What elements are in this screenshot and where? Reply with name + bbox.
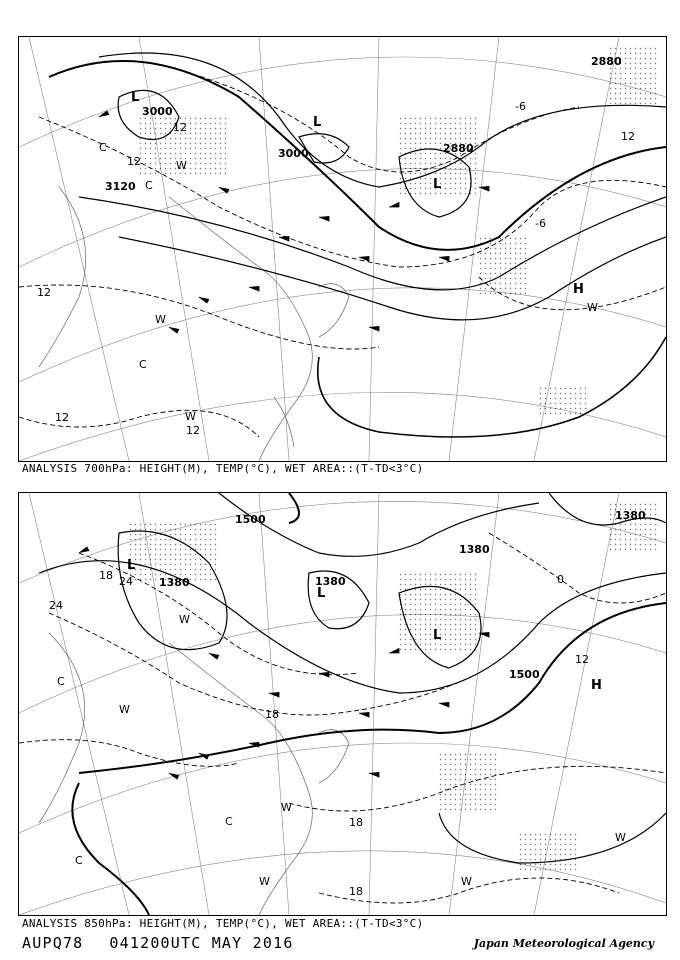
temp-label: 24: [119, 575, 133, 588]
warm-marker: W: [179, 613, 190, 626]
temp-label: 12: [55, 411, 69, 424]
height-label: 3000: [142, 105, 173, 118]
low-marker: L: [131, 90, 140, 105]
temp-label: 12: [127, 155, 141, 168]
warm-marker: W: [615, 831, 626, 844]
temp-label: 12: [37, 286, 51, 299]
height-label: 1500: [235, 513, 266, 526]
low-marker: L: [433, 628, 442, 643]
cold-marker: C: [75, 854, 83, 867]
warm-marker: W: [176, 159, 187, 172]
height-label: 1380: [315, 575, 346, 588]
temp-label: -6: [515, 100, 526, 113]
map-850hpa-chart: [19, 493, 666, 915]
warm-marker: W: [587, 301, 598, 314]
high-marker: H: [573, 282, 584, 297]
low-marker: L: [127, 558, 136, 573]
cold-marker: C: [57, 675, 65, 688]
map-700hpa: [18, 36, 667, 462]
cold-marker: C: [139, 358, 147, 371]
temp-label: 12: [575, 653, 589, 666]
temp-label: 0: [557, 573, 564, 586]
coastline: [39, 633, 349, 915]
agency-name: Japan Meteorological Agency: [473, 937, 654, 950]
height-label: 1380: [615, 509, 646, 522]
warm-marker: W: [461, 875, 472, 888]
warm-marker: W: [155, 313, 166, 326]
map-850hpa: [18, 492, 667, 916]
height-label: 3000: [278, 147, 309, 160]
temp-label: 12: [186, 424, 200, 437]
height-label: 3120: [105, 180, 136, 193]
temp-contours: [19, 67, 666, 437]
temp-label: -6: [535, 217, 546, 230]
temp-label: 12: [621, 130, 635, 143]
temp-label: 24: [49, 599, 63, 612]
cold-marker: C: [145, 179, 153, 192]
high-marker: H: [591, 678, 602, 693]
low-marker: L: [317, 586, 326, 601]
map-700hpa-chart: [19, 37, 666, 461]
temp-label: 18: [349, 816, 363, 829]
caption-850hpa: ANALYSIS 850hPa: HEIGHT(M), TEMP(°C), WET AREA::(T-TD<3°C): [22, 917, 424, 930]
caption-700hpa: ANALYSIS 700hPa: HEIGHT(M), TEMP(°C), WET AREA::(T-TD<3°C): [22, 462, 424, 475]
height-label: 1380: [459, 543, 490, 556]
height-label: 2880: [443, 142, 474, 155]
cold-marker: C: [225, 815, 233, 828]
analysis-datetime: 041200UTC MAY 2016: [109, 934, 294, 952]
height-label: 1380: [159, 576, 190, 589]
warm-marker: W: [281, 801, 292, 814]
footer-code: [22, 934, 320, 952]
warm-marker: W: [185, 410, 196, 423]
cold-marker: C: [99, 141, 107, 154]
temp-label: 12: [173, 121, 187, 134]
low-marker: L: [313, 115, 322, 130]
warm-marker: W: [259, 875, 270, 888]
low-marker: L: [433, 177, 442, 192]
product-code: AUPQ78: [22, 934, 84, 952]
temp-label: 18: [349, 885, 363, 898]
temp-labels: [37, 100, 635, 437]
height-label: 1500: [509, 668, 540, 681]
warm-marker: W: [119, 703, 130, 716]
temp-label: 18: [265, 708, 279, 721]
height-label: 2880: [591, 55, 622, 68]
temp-label: 18: [99, 569, 113, 582]
